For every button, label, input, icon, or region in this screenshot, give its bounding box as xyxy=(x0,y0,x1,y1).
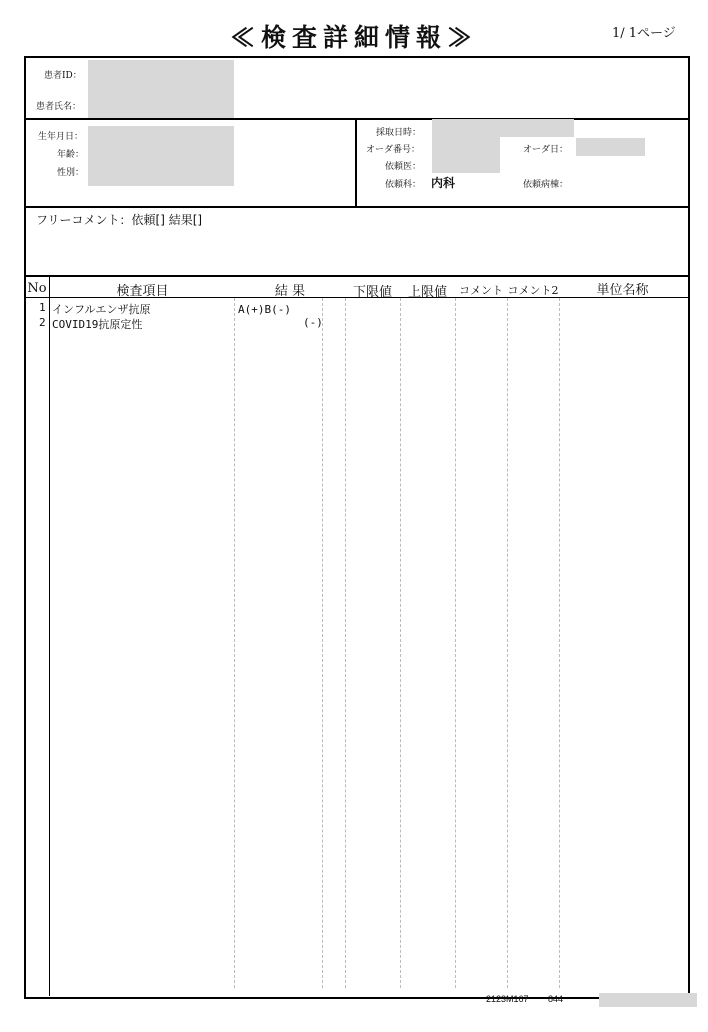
divider-no-column xyxy=(49,276,50,996)
order-date-redaction xyxy=(576,138,645,156)
collected-redaction xyxy=(432,119,574,137)
header-test-item: 検査項目 xyxy=(116,284,169,299)
header-comment: コメント xyxy=(459,284,503,297)
row-1-no: 1 xyxy=(39,301,46,314)
header-comment2: コメント2 xyxy=(507,284,559,297)
divider-unit xyxy=(559,298,560,988)
department-label: 依頼科： xyxy=(385,180,422,190)
footer-redaction xyxy=(599,993,697,1007)
patient-name-label: 患者氏名： xyxy=(36,102,82,112)
row-1-result: A(+)B(-) xyxy=(238,303,291,316)
document-title: ≪検査詳細情報≫ xyxy=(229,23,478,52)
order-number-redaction xyxy=(432,137,500,155)
header-lower-limit: 下限値 xyxy=(352,285,392,300)
divider-comment2 xyxy=(507,298,508,988)
department-value: 内科 xyxy=(431,176,456,190)
report-frame xyxy=(24,56,690,999)
age-label: 年齢： xyxy=(57,150,85,160)
divider-result xyxy=(234,298,235,988)
demographics-redaction xyxy=(88,126,234,186)
row-2-result: (-) xyxy=(303,316,323,329)
birthdate-label: 生年月日： xyxy=(38,132,84,142)
patient-id-label: 患者ID： xyxy=(44,71,82,81)
header-upper-limit: 上限値 xyxy=(407,285,447,300)
separator-comment xyxy=(24,275,688,277)
free-comment: フリーコメント：依頼[] 結果[] xyxy=(36,213,203,227)
footer-number: 844 xyxy=(548,994,564,1004)
order-date-label: オーダ日： xyxy=(523,145,569,155)
header-result: 結 果 xyxy=(274,284,306,299)
divider-comment xyxy=(455,298,456,988)
row-1-item: インフルエンザ抗原 xyxy=(52,303,151,316)
divider-upper xyxy=(400,298,401,988)
header-unit: 単位名称 xyxy=(596,283,649,298)
row-2-no: 2 xyxy=(39,316,46,329)
row-2-item: COVID19抗原定性 xyxy=(52,318,143,331)
order-number-label: オーダ番号： xyxy=(366,145,421,155)
doctor-redaction xyxy=(432,155,500,173)
divider-result-mid xyxy=(322,298,323,988)
divider-lower xyxy=(345,298,346,988)
page-number: 1/ 1ページ xyxy=(612,26,676,41)
ward-label: 依頼病棟： xyxy=(523,180,569,190)
header-no: No xyxy=(27,281,47,296)
collected-label: 採取日時： xyxy=(376,128,422,138)
sex-label: 性別： xyxy=(57,168,85,178)
footer-code: 2123M167 xyxy=(486,994,529,1004)
separator-order-column xyxy=(355,118,357,207)
patient-redaction xyxy=(88,60,234,118)
doctor-label: 依頼医： xyxy=(385,162,422,172)
